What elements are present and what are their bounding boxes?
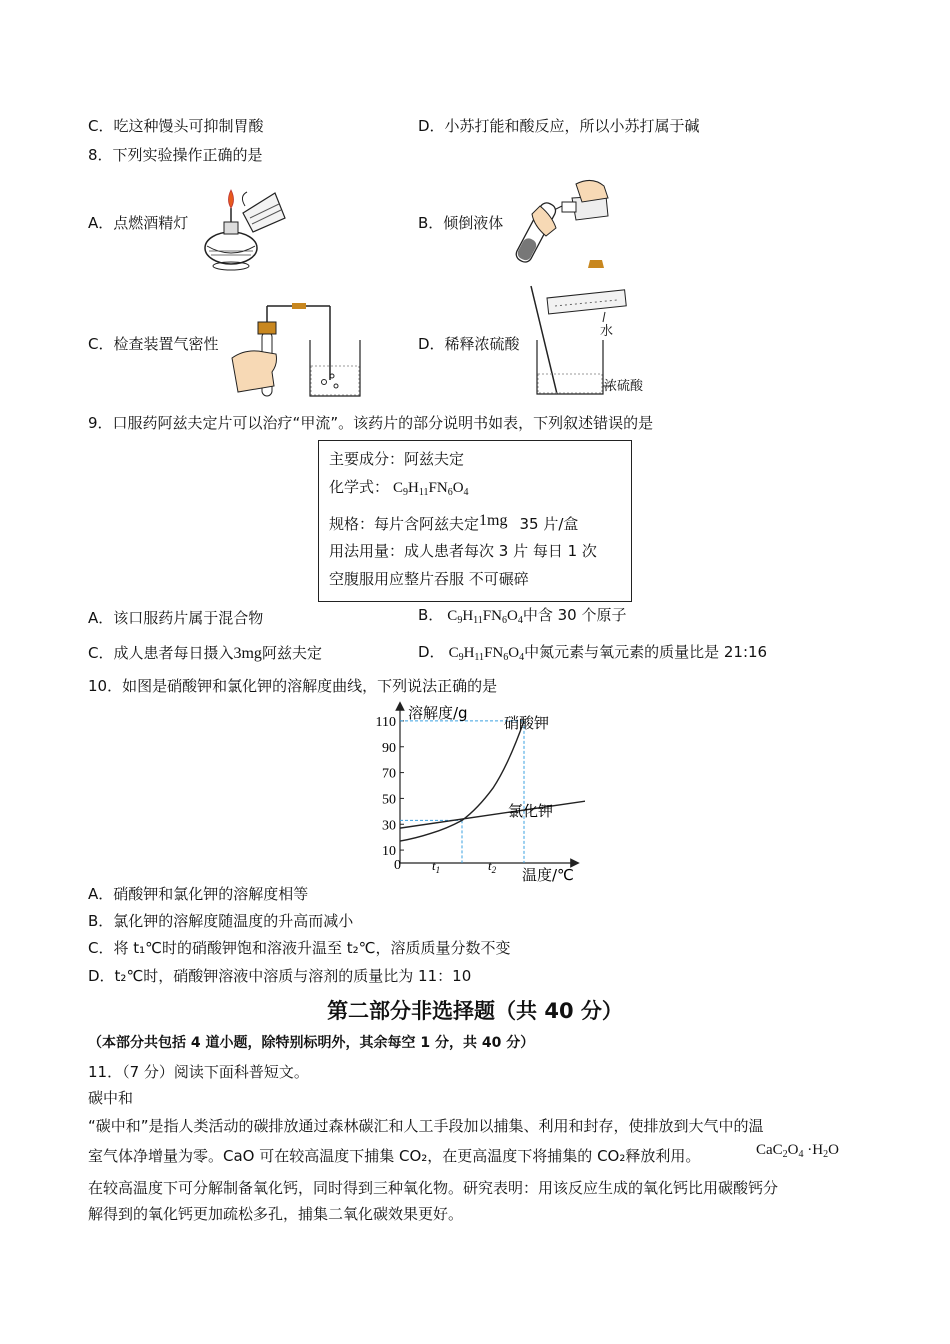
q10-stem: 10．如图是硝酸钾和氯化钾的溶解度曲线，下列说法正确的是 xyxy=(88,677,498,695)
q9-option-b-prefix: B． xyxy=(418,606,444,624)
q9-option-c-text: 阿兹夫定 xyxy=(261,644,322,662)
legend-kno3: 硝酸钾 xyxy=(504,714,550,732)
chart-xlabel: 温度/℃ xyxy=(522,866,574,883)
box-formula-line xyxy=(329,477,469,503)
box-formula: $C_9H_{11}FN_6O_4$ xyxy=(393,480,469,498)
box-spec-dose: 1mg xyxy=(479,512,508,529)
y-tick-label: 70 xyxy=(382,766,396,782)
y-tick-label: 10 xyxy=(382,844,396,860)
q10-option-b: B．氯化钾的溶解度随温度的升高而减小 xyxy=(88,912,354,930)
q9-option-c-dose: 3mg xyxy=(233,645,262,662)
legend-kcl: 氯化钾 xyxy=(508,802,554,820)
q8-option-b: B．倾倒液体 xyxy=(418,214,504,232)
y-tick-label: 50 xyxy=(382,792,396,808)
part2-heading: 第二部分非选择题（共 40 分） xyxy=(327,999,623,1023)
q11-stem: 11．（7 分）阅读下面科普短文。 xyxy=(88,1063,309,1081)
box-warning: 空腹服用应整片吞服 不可碾碎 xyxy=(329,570,529,588)
box-usage: 用法用量：成人患者每次 3 片 每日 1 次 xyxy=(329,542,597,560)
q11-paragraph-line3: 在较高温度下可分解制备氧化钙，同时得到三种氧化物。研究表明：用该反应生成的氧化钙比用碳酸钙分 xyxy=(88,1179,779,1197)
q9-stem: 9．口服药阿兹夫定片可以治疗“甲流”。该药片的部分说明书如表，下列叙述错误的是 xyxy=(88,414,654,432)
box-spec-line xyxy=(329,511,578,534)
q9-option-a: A．该口服药片属于混合物 xyxy=(88,609,264,627)
y-tick-label: 110 xyxy=(375,714,396,730)
chart-ylabel: 溶解度/g xyxy=(408,704,468,722)
q9-option-d-formula: $C_9H_{11}FN_6O_4$ xyxy=(448,645,525,663)
q8-option-c: C．检查装置气密性 xyxy=(88,335,219,353)
drug-instruction-box xyxy=(318,440,632,602)
box-formula-label: 化学式： xyxy=(329,478,390,496)
x-tick-t1: $t_1$ xyxy=(432,858,441,875)
q8-option-d: D．稀释浓硫酸 xyxy=(418,335,520,353)
q8-stem: 8．下列实验操作正确的是 xyxy=(88,146,263,164)
q11-paragraph-line4: 解得到的氧化钙更加疏松多孔，捕集二氧化碳效果更好。 xyxy=(88,1205,464,1223)
q11-paragraph-line1: “碳中和”是指人类活动的碳排放通过森林碳汇和人工手段加以捕集、利用和封存，使排放到大气中的温 xyxy=(88,1117,764,1135)
q9-option-b xyxy=(418,605,626,631)
label-concentrated-acid: 浓硫酸 xyxy=(604,379,644,394)
q9-option-d xyxy=(418,642,767,668)
q11-paragraph-line2: 室气体净增量为零。CaO 可在较高温度下捕集 CO₂，在更高温度下将捕集的 CO₂释放利用。 xyxy=(88,1147,701,1165)
q8-option-a: A．点燃酒精灯 xyxy=(88,214,189,232)
q9-option-c xyxy=(88,643,322,664)
q9-option-b-text: 中含 30 个原子 xyxy=(522,606,627,624)
x-tick-t2: $t_2$ xyxy=(488,858,497,875)
box-main-ingredient: 主要成分：阿兹夫定 xyxy=(329,450,465,468)
solubility-chart xyxy=(370,698,585,883)
airtightness-figure xyxy=(228,300,363,400)
y-tick-label: 30 xyxy=(382,818,396,834)
q10-option-a: A．硝酸钾和氯化钾的溶解度相等 xyxy=(88,885,309,903)
q11-title: 碳中和 xyxy=(88,1089,134,1107)
q11-formula: $CaC_2O_4 \cdot H_2O$ xyxy=(756,1142,839,1160)
q7-option-d: D．小苏打能和酸反应，所以小苏打属于碱 xyxy=(418,117,700,135)
label-water: 水 xyxy=(600,324,614,339)
box-spec-label: 规格：每片含阿兹夫定 xyxy=(329,515,480,533)
q10-option-c: C．将 t₁℃时的硝酸钾饱和溶液升温至 t₂℃，溶质质量分数不变 xyxy=(88,939,511,957)
q9-option-d-text: 中氮元素与氧元素的质量比是 21:16 xyxy=(524,643,768,661)
q9-option-b-formula: $C_9H_{11}FN_6O_4$ xyxy=(447,608,523,626)
q7-option-c: C．吃这种馒头可抑制胃酸 xyxy=(88,117,264,135)
series-kcl-line xyxy=(400,801,585,828)
pouring-liquid-figure xyxy=(512,176,612,276)
part2-note: （本部分共包括 4 道小题，除特别标明外，其余每空 1 分，共 40 分） xyxy=(88,1035,535,1051)
chart-origin: 0 xyxy=(394,858,401,873)
q10-option-d: D．t₂℃时，硝酸钾溶液中溶质与溶剂的质量比为 11：10 xyxy=(88,967,472,985)
y-tick-label: 90 xyxy=(382,740,396,756)
box-spec-count: 35 片/盒 xyxy=(519,515,579,533)
q9-option-c-prefix: C．成人患者每日摄入 xyxy=(88,644,234,662)
q9-option-d-prefix: D． xyxy=(418,643,445,661)
alcohol-lamp-figure xyxy=(195,188,287,273)
